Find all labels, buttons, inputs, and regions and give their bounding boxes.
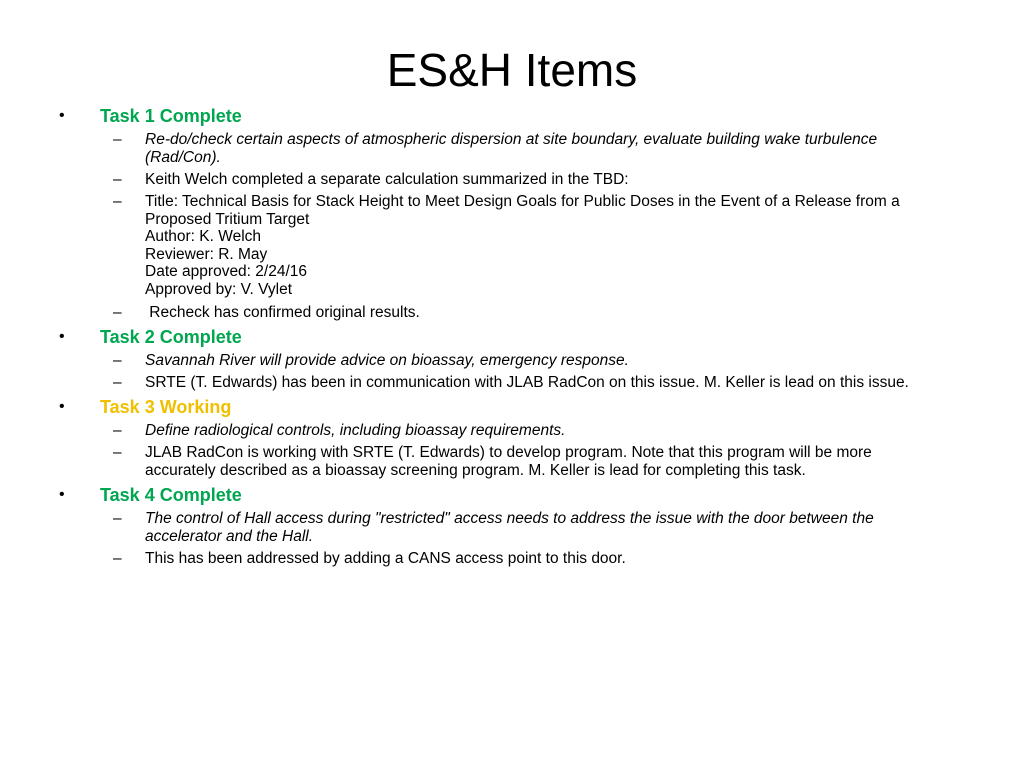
task-1-item-1: – Re-do/check certain aspects of atmospheric dispersion at site boundary, evaluate building wake turbulence (Rad/Con). <box>113 131 878 166</box>
task-3-heading <box>59 396 232 418</box>
dash-icon: – <box>113 510 122 527</box>
task-3-title: Task 3 Working <box>100 397 232 417</box>
task-1-item-4: – Recheck has confirmed original results. <box>113 304 420 321</box>
dash-icon: – <box>113 444 122 461</box>
task-4-item-1: – The control of Hall access during "restricted" access needs to address the issue with the door between the accelerator and the Hall. <box>113 510 874 545</box>
bullet-icon: • <box>59 328 65 345</box>
task-1-item-3: – Title: Technical Basis for Stack Height to Meet Design Goals for Public Doses in the Event of a Release from a Proposed Tritium Target Author: K. Welch Reviewer: R. May Date approved: 2/24/16 Approved by: V. Vylet <box>113 193 900 298</box>
task-2-item-1: – Savannah River will provide advice on bioassay, emergency response. <box>113 352 629 369</box>
task-3-item-1: – Define radiological controls, including bioassay requirements. <box>113 422 566 439</box>
task-1-title: Task 1 Complete <box>100 106 242 126</box>
dash-icon: – <box>113 131 122 148</box>
task-2-item-2: – SRTE (T. Edwards) has been in communication with JLAB RadCon on this issue. M. Keller is lead on this issue. <box>113 374 909 391</box>
dash-icon: – <box>113 352 122 369</box>
dash-icon: – <box>113 422 122 439</box>
task-1-heading <box>59 105 242 127</box>
dash-icon: – <box>113 374 122 391</box>
task-3-item-2: – JLAB RadCon is working with SRTE (T. Edwards) to develop program. Note that this program will be more accurately described as a bioassay screening program. M. Keller is lead for completing this task. <box>113 444 872 479</box>
bullet-icon: • <box>59 107 65 124</box>
slide-title: ES&H Items <box>386 44 638 96</box>
bullet-icon: • <box>59 398 65 415</box>
dash-icon: – <box>113 304 122 321</box>
bullet-icon: • <box>59 486 65 503</box>
task-4-item-2: – This has been addressed by adding a CANS access point to this door. <box>113 550 626 567</box>
dash-icon: – <box>113 193 122 210</box>
task-4-heading <box>59 484 242 506</box>
task-1-item-2: – Keith Welch completed a separate calculation summarized in the TBD: <box>113 171 629 188</box>
task-2-title: Task 2 Complete <box>100 327 242 347</box>
task-2-heading <box>59 326 242 348</box>
task-4-title: Task 4 Complete <box>100 485 242 505</box>
dash-icon: – <box>113 171 122 188</box>
dash-icon: – <box>113 550 122 567</box>
